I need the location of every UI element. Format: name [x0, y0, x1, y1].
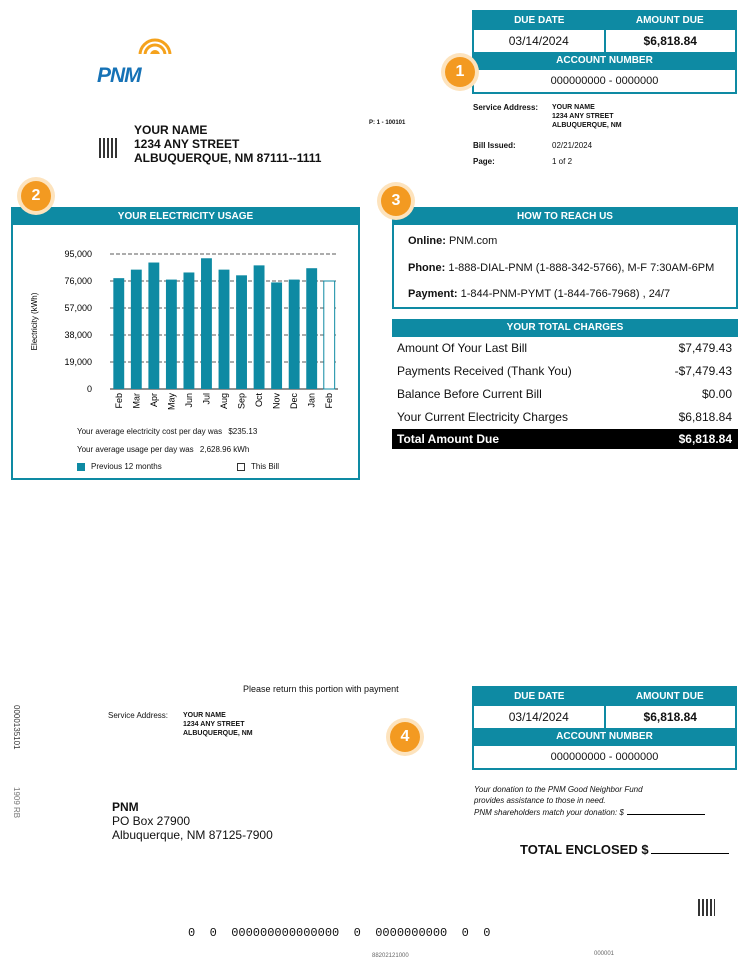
- avg-cost-value: $235.13: [228, 427, 258, 436]
- charge-value: -$7,479.43: [674, 364, 732, 378]
- x-tick-label: Feb: [113, 393, 124, 409]
- amount-due-value: $6,818.84: [604, 30, 736, 52]
- pnm-logo-text: PNM: [97, 64, 141, 87]
- donation-line-1: Your donation to the PNM Good Neighbor Fund: [474, 785, 643, 794]
- bar-previous: [166, 280, 177, 389]
- charges-panel: [392, 319, 738, 449]
- total-label: Total Amount Due: [397, 432, 499, 446]
- online-label: Online:: [408, 235, 446, 247]
- mailing-city: ALBUQUERQUE, NM 87111--1111: [134, 151, 322, 165]
- total-enclosed-field[interactable]: [651, 840, 729, 854]
- stub-service-name: YOUR NAME: [183, 712, 226, 719]
- bar-this-bill: [324, 281, 335, 389]
- service-name: YOUR NAME: [552, 104, 595, 111]
- stub-due-date-header: DUE DATE: [474, 688, 605, 706]
- remit-address: [112, 800, 273, 842]
- service-address-lines: [552, 103, 622, 130]
- legend-this-swatch: [237, 463, 245, 471]
- charge-value: $6,818.84: [678, 410, 732, 424]
- page-code: P: 1 - 100101: [369, 120, 406, 126]
- phone-label: Phone:: [408, 262, 446, 274]
- legend-this-label: This Bill: [251, 462, 280, 471]
- payment-label: Payment:: [408, 288, 458, 300]
- stub-barcode-icon: [698, 899, 715, 916]
- page-value: 1 of 2: [552, 157, 573, 166]
- y-axis-label: Electricity (kWh): [30, 292, 39, 351]
- bill-issued-value: 02/21/2024: [552, 141, 593, 150]
- phone-value: 1-888-DIAL-PNM (1-888-342-5766), M-F 7:30AM-6PM: [448, 262, 715, 274]
- stub-service-label: Service Address:: [108, 711, 169, 720]
- legend-this: [237, 462, 279, 471]
- bar-previous: [236, 275, 247, 389]
- y-tick-label: 95,000: [64, 249, 92, 259]
- remit-city: Albuquerque, NM 87125-7900: [112, 828, 273, 842]
- donation-amount-field[interactable]: [627, 806, 705, 815]
- donation-note: [474, 784, 705, 818]
- mailing-address: [134, 123, 321, 165]
- remit-box: PO Box 27900: [112, 814, 191, 828]
- due-date-header: DUE DATE: [474, 12, 605, 30]
- charge-label: Balance Before Current Bill: [397, 387, 542, 401]
- service-address-label: Service Address:: [473, 103, 539, 112]
- legend-prev-label: Previous 12 months: [91, 462, 162, 471]
- donation-line-3: [474, 806, 705, 818]
- side-code-1: 0000135101: [12, 705, 21, 750]
- x-tick-label: Sep: [236, 393, 247, 410]
- footer-code-1: 88202121000: [372, 953, 409, 959]
- bar-previous: [306, 268, 317, 389]
- callout-badge-1: 1: [445, 57, 475, 87]
- stub-amount-due-value: $6,818.84: [604, 706, 736, 728]
- reach-online: [408, 235, 497, 247]
- stub-account-number-value: 000000000 - 0000000: [550, 751, 659, 763]
- charge-label: Your Current Electricity Charges: [397, 410, 568, 424]
- donation-line-3-text: PNM shareholders match your donation: $: [474, 808, 624, 817]
- avg-usage-line: [77, 445, 249, 454]
- avg-usage-value: 2,628.96 kWh: [199, 445, 250, 454]
- charges-title: YOUR TOTAL CHARGES: [392, 319, 738, 337]
- usage-title: YOUR ELECTRICITY USAGE: [13, 209, 358, 225]
- side-code-2: 1909 RB: [12, 787, 21, 819]
- mailing-name: YOUR NAME: [134, 123, 208, 137]
- reach-title: HOW TO REACH US: [394, 209, 736, 225]
- y-tick-label: 0: [86, 384, 92, 394]
- stub-due-date-value: 03/14/2024: [508, 710, 569, 724]
- total-enclosed: [520, 840, 729, 857]
- y-tick-label: 57,000: [64, 303, 92, 313]
- stub-amount-due-header: AMOUNT DUE: [605, 688, 736, 706]
- account-number-value: 000000000 - 0000000: [550, 75, 659, 87]
- charge-label: Amount Of Your Last Bill: [397, 341, 528, 355]
- return-instruction: Please return this portion with payment: [243, 684, 399, 694]
- bar-previous: [131, 270, 142, 389]
- account-number-header: ACCOUNT NUMBER: [474, 52, 735, 70]
- charge-label: Payments Received (Thank You): [397, 364, 572, 378]
- total-value: $6,818.84: [678, 432, 732, 446]
- due-date-value: 03/14/2024: [508, 34, 569, 48]
- callout-badge-3: 3: [381, 186, 411, 216]
- stub-service-lines: [183, 711, 253, 738]
- y-tick-label: 76,000: [64, 276, 92, 286]
- callout-badge-4: 4: [390, 722, 420, 752]
- x-tick-label: Dec: [289, 393, 300, 410]
- usage-chart: [13, 227, 358, 437]
- stub-due-box: [472, 686, 737, 770]
- y-tick-label: 38,000: [64, 330, 92, 340]
- due-summary-box: [472, 10, 737, 94]
- bar-previous: [254, 265, 265, 389]
- stub-service-street: 1234 ANY STREET: [183, 721, 245, 728]
- x-tick-label: Jan: [306, 393, 317, 408]
- bar-previous: [201, 258, 212, 389]
- service-city: ALBUQUERQUE, NM: [552, 122, 622, 129]
- charge-row: [392, 360, 738, 383]
- legend-prev-swatch: [77, 463, 85, 471]
- legend-prev: [77, 462, 162, 471]
- mail-barcode-icon: [99, 138, 119, 158]
- reach-panel: [392, 207, 738, 309]
- charge-row: [392, 406, 738, 429]
- x-tick-label: Mar: [131, 393, 142, 409]
- charge-value: $7,479.43: [678, 341, 732, 355]
- pnm-logo: [97, 38, 177, 88]
- bar-previous: [183, 272, 194, 389]
- service-street: 1234 ANY STREET: [552, 113, 614, 120]
- x-tick-label: Nov: [271, 393, 282, 410]
- callout-badge-2: 2: [21, 181, 51, 211]
- avg-usage-text: Your average usage per day was: [77, 445, 194, 454]
- x-tick-label: Apr: [148, 393, 159, 408]
- reach-payment: [408, 288, 670, 300]
- avg-cost-text: Your average electricity cost per day was: [77, 427, 223, 436]
- mailing-street: 1234 ANY STREET: [134, 137, 240, 151]
- scanline: 0 0 000000000000000 0 0000000000 0 0: [188, 926, 491, 940]
- y-tick-label: 19,000: [64, 357, 92, 367]
- stub-service-city: ALBUQUERQUE, NM: [183, 730, 253, 737]
- x-tick-label: May: [166, 393, 177, 411]
- bill-issued-label: Bill Issued:: [473, 141, 516, 150]
- total-enclosed-label: TOTAL ENCLOSED $: [520, 842, 649, 857]
- usage-legend: [77, 462, 337, 471]
- amount-due-header: AMOUNT DUE: [605, 12, 736, 30]
- charge-row: [392, 337, 738, 360]
- bar-previous: [219, 270, 230, 389]
- charge-row: [392, 383, 738, 406]
- x-tick-label: Oct: [254, 393, 265, 408]
- avg-cost-line: [77, 427, 257, 436]
- x-tick-label: Feb: [324, 393, 335, 409]
- footer-code-2: 000001: [594, 951, 615, 957]
- online-link[interactable]: PNM.com: [448, 235, 498, 247]
- bar-previous: [113, 278, 124, 389]
- x-tick-label: Aug: [219, 393, 229, 410]
- bar-previous: [271, 282, 282, 389]
- reach-phone: [408, 262, 714, 274]
- usage-panel: [11, 207, 360, 480]
- x-tick-label: Jun: [183, 393, 194, 408]
- x-tick-label: Jul: [201, 393, 212, 405]
- donation-line-2: provides assistance to those in need.: [474, 796, 606, 805]
- charge-value: $0.00: [701, 387, 732, 401]
- page-label: Page:: [473, 157, 495, 166]
- payment-value: 1-844-PNM-PYMT (1-844-766-7968) , 24/7: [460, 288, 671, 300]
- bar-previous: [289, 280, 300, 389]
- total-row: [392, 429, 738, 449]
- bar-previous: [148, 263, 159, 389]
- remit-name: PNM: [112, 800, 139, 814]
- stub-account-number-header: ACCOUNT NUMBER: [474, 728, 735, 746]
